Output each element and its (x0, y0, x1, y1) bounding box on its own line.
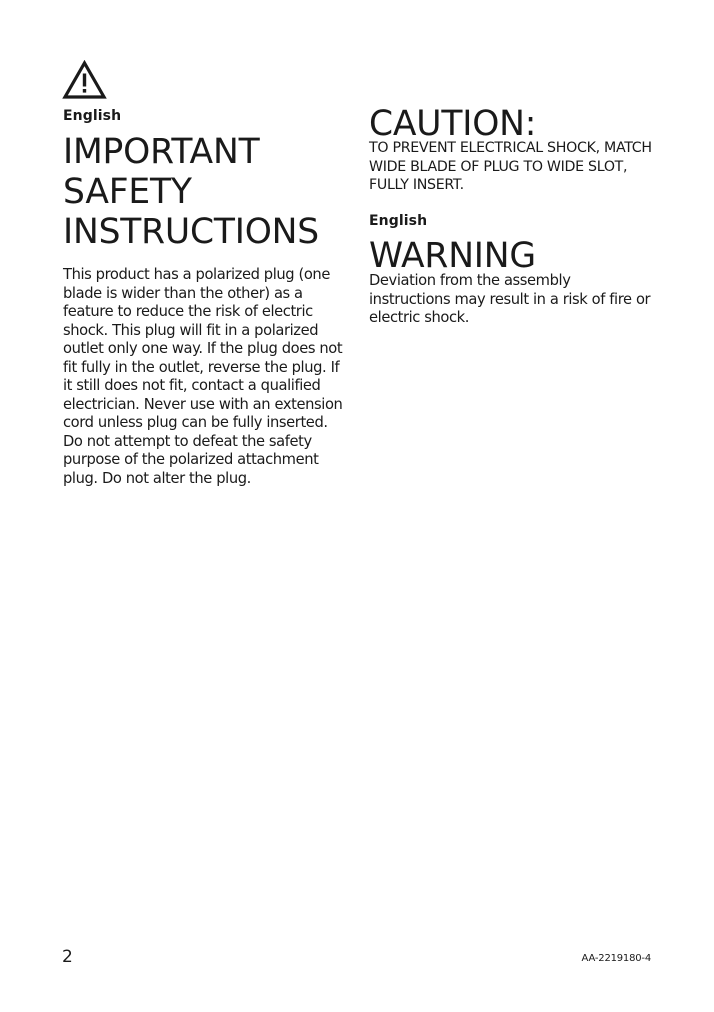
warning-heading: WARNING (369, 236, 536, 276)
caution-text: TO PREVENT ELECTRICAL SHOCK, MATCH WIDE BLADE OF PLUG TO WIDE SLOT, FULLY INSERT. (369, 140, 652, 193)
polarized-plug-instructions: This product has a polarized plug (one blade is wider than the other) as a feature to reduce the risk of electric shock. This plug will fit in a polarized outlet only one way. If the plug does not fit fully in the outlet, reverse the plug. If it still does not fit, contact a qualified electrician. Never use with an extension cord unless plug can be fully inserted. Do not attempt to defeat the safety purpose of the polarized attachment plug. Do not alter the plug. (63, 266, 343, 487)
document-code: AA-2219180-4 (581, 953, 651, 964)
language-label-left: English (63, 108, 122, 124)
warning-text: Deviation from the assembly instructions may result in a risk of fire or electric shock. (369, 272, 651, 326)
language-label-right: English (369, 213, 428, 229)
safety-instructions-title: IMPORTANT SAFETY INSTRUCTIONS (63, 132, 319, 252)
page-number: 2 (62, 947, 73, 967)
caution-heading: CAUTION: (369, 104, 537, 144)
warning-triangle-icon (62, 60, 107, 100)
